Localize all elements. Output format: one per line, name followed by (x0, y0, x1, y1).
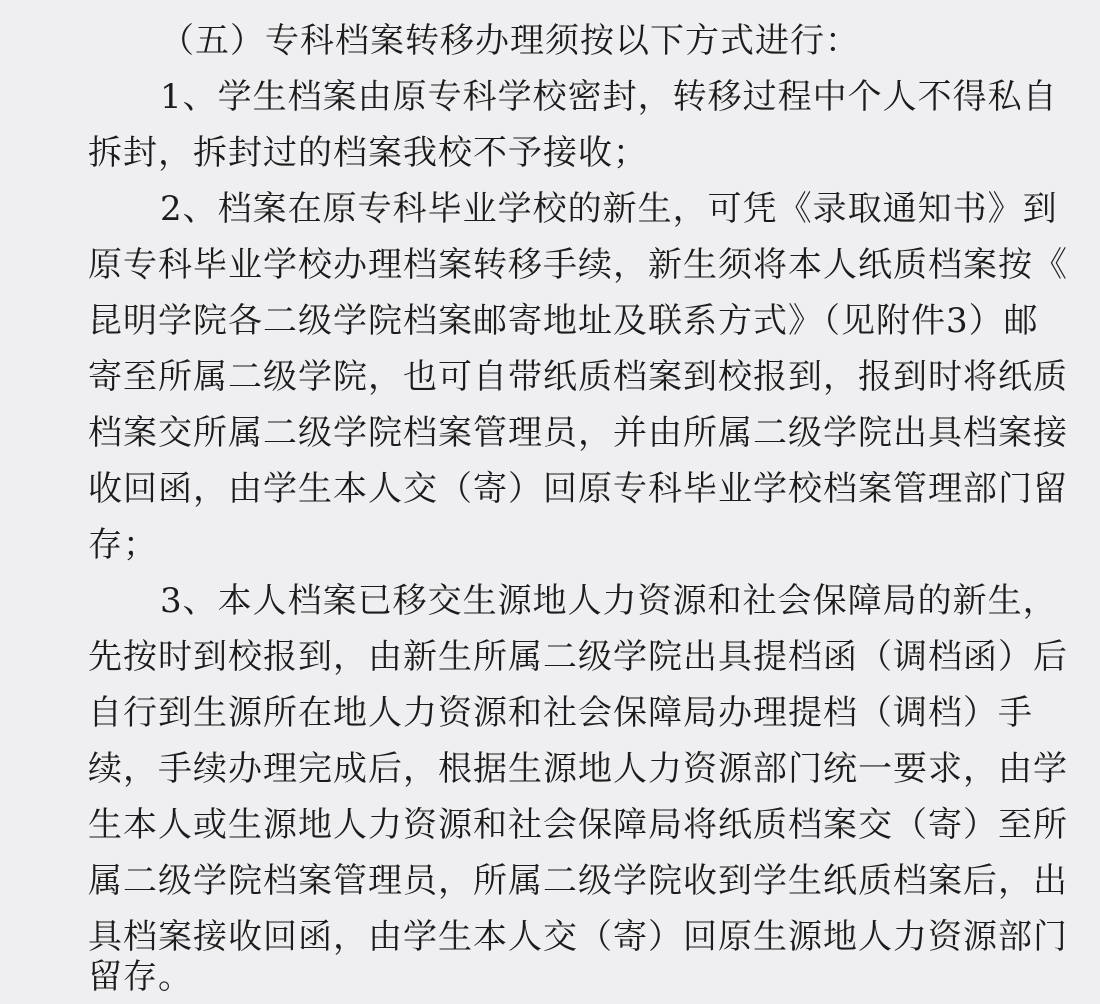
paragraph-line: 档案交所属二级学院档案管理员，并由所属二级学院出具档案接 (88, 413, 1068, 453)
paragraph-line: 存； (88, 525, 158, 565)
paragraph-line: 拆封，拆封过的档案我校不予接收； (88, 133, 648, 173)
paragraph-line: 原专科毕业学校办理档案转移手续，新生须将本人纸质档案按《 (88, 245, 1068, 285)
paragraph-line: 收回函，由学生本人交（寄）回原专科毕业学校档案管理部门留 (88, 469, 1068, 509)
paragraph-line: 寄至所属二级学院，也可自带纸质档案到校报到，报到时将纸质 (88, 357, 1068, 397)
paragraph-line: 1、学生档案由原专科学校密封，转移过程中个人不得私自 (160, 77, 1058, 117)
paragraph-line: 2、档案在原专科毕业学校的新生，可凭《录取通知书》到 (160, 189, 1058, 229)
paragraph-line: 具档案接收回函，由学生本人交（寄）回原生源地人力资源部门 (88, 917, 1068, 957)
paragraph-line: 自行到生源所在地人力资源和社会保障局办理提档（调档）手 (88, 693, 1033, 733)
paragraph-line: 留存。 (88, 957, 193, 997)
section-heading: （五）专科档案转移办理须按以下方式进行： (160, 21, 860, 61)
paragraph-line: 先按时到校报到，由新生所属二级学院出具提档函（调档函）后 (88, 637, 1068, 677)
paragraph-line: 昆明学院各二级学院档案邮寄地址及联系方式》（见附件3）邮 (88, 301, 1039, 341)
paragraph-line: 续，手续办理完成后，根据生源地人力资源部门统一要求，由学 (88, 749, 1068, 789)
paragraph-line: 属二级学院档案管理员，所属二级学院收到学生纸质档案后，出 (88, 861, 1068, 901)
paragraph-line: 生本人或生源地人力资源和社会保障局将纸质档案交（寄）至所 (88, 805, 1068, 845)
paragraph-line: 3、本人档案已移交生源地人力资源和社会保障局的新生， (160, 581, 1058, 621)
